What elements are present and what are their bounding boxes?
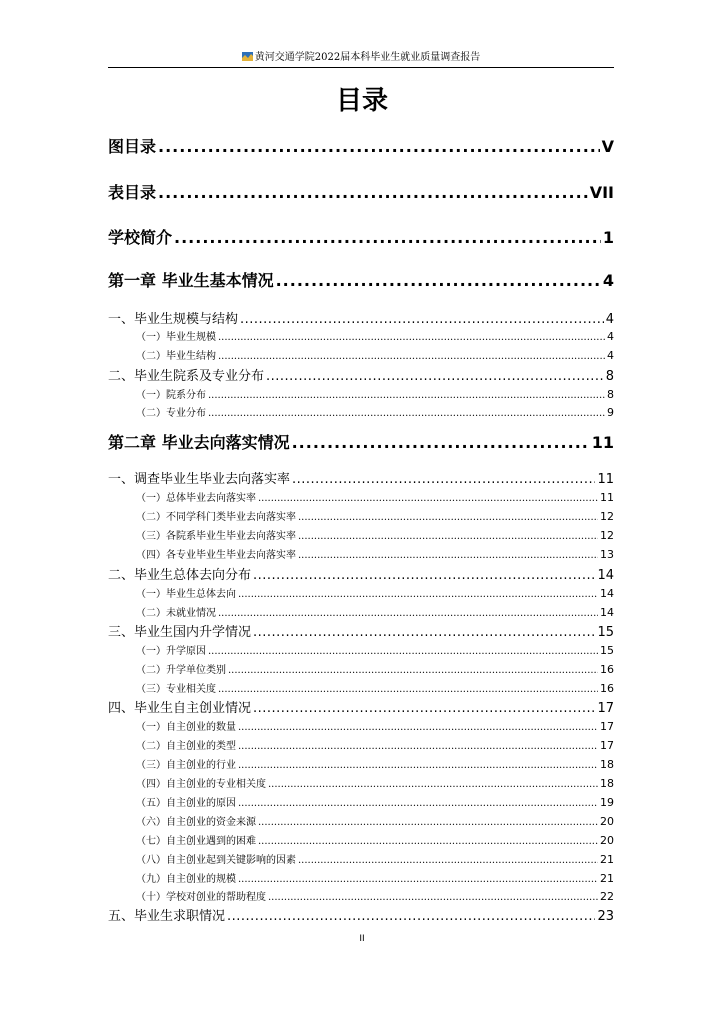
- toc-entry[interactable]: 二、毕业生总体去向分布 ..... 14: [108, 564, 614, 583]
- header-text: 黄河交通学院2022届本科毕业生就业质量调查报告: [254, 52, 481, 63]
- toc-entry[interactable]: （一）总体毕业去向落实率 ..... 11: [136, 489, 614, 505]
- toc-entry[interactable]: （二）升学单位类别 ..... 16: [136, 661, 614, 677]
- toc-entry[interactable]: 四、毕业生自主创业情况 ..... 17: [108, 697, 614, 716]
- toc-entry[interactable]: 一、毕业生规模与结构 ..... 4: [108, 308, 614, 327]
- toc-title: 目录: [335, 86, 388, 116]
- toc-entry[interactable]: （一）毕业生规模 ..... 4: [136, 328, 614, 344]
- toc-entry[interactable]: （十）学校对创业的帮助程度 ..... 22: [136, 888, 614, 904]
- toc-entry[interactable]: 一、调查毕业生毕业去向落实率 ..... 11: [108, 468, 614, 487]
- toc-entry[interactable]: （一）自主创业的数量 ..... 17: [136, 718, 614, 734]
- toc-entry[interactable]: （二）不同学科门类毕业去向落实率 ..... 12: [136, 508, 614, 524]
- toc-entry[interactable]: （二）未就业情况 ..... 14: [136, 604, 614, 620]
- toc-entry[interactable]: （二）毕业生结构 ..... 4: [136, 347, 614, 363]
- page-number: II: [359, 934, 365, 944]
- page-header: [108, 51, 614, 68]
- toc-entry[interactable]: （四）各专业毕业生毕业去向落实率 ..... 13: [136, 546, 614, 562]
- toc-entry[interactable]: 学校简介 ..... 1: [108, 225, 614, 249]
- toc-entry[interactable]: 第二章 毕业去向落实情况 ..... 11: [108, 430, 614, 454]
- toc-entry[interactable]: （一）毕业生总体去向 ..... 14: [136, 585, 614, 601]
- toc-entry[interactable]: （三）各院系毕业生毕业去向落实率 ..... 12: [136, 527, 614, 543]
- toc-entry[interactable]: （七）自主创业遇到的困难 ..... 20: [136, 832, 614, 848]
- toc-entry[interactable]: 五、毕业生求职情况 ..... 23: [108, 905, 614, 924]
- toc-entry[interactable]: （九）自主创业的规模 ..... 21: [136, 870, 614, 886]
- toc-entry[interactable]: （六）自主创业的资金来源 ..... 20: [136, 813, 614, 829]
- toc-entry[interactable]: 表目录 ..... VII: [108, 180, 614, 204]
- toc-entry[interactable]: （八）自主创业起到关键影响的因素 ..... 21: [136, 851, 614, 867]
- toc-entry[interactable]: 第一章 毕业生基本情况 ..... 4: [108, 268, 614, 292]
- toc-entry[interactable]: 二、毕业生院系及专业分布 ..... 8: [108, 365, 614, 384]
- toc-entry[interactable]: （一）院系分布 ..... 8: [136, 386, 614, 402]
- toc-entry[interactable]: （一）升学原因 ..... 15: [136, 642, 614, 658]
- toc-entry[interactable]: （五）自主创业的原因 ..... 19: [136, 794, 614, 810]
- toc-entry[interactable]: （四）自主创业的专业相关度 ..... 18: [136, 775, 614, 791]
- toc-entry[interactable]: 三、毕业生国内升学情况 ..... 15: [108, 621, 614, 640]
- toc-entry[interactable]: （三）专业相关度 ..... 16: [136, 680, 614, 696]
- school-logo-icon: [242, 52, 253, 61]
- toc-entry[interactable]: 图目录 ..... V: [108, 134, 614, 158]
- toc-entry[interactable]: （二）专业分布 ..... 9: [136, 404, 614, 420]
- toc-entry[interactable]: （二）自主创业的类型 ..... 17: [136, 737, 614, 753]
- toc-entry[interactable]: （三）自主创业的行业 ..... 18: [136, 756, 614, 772]
